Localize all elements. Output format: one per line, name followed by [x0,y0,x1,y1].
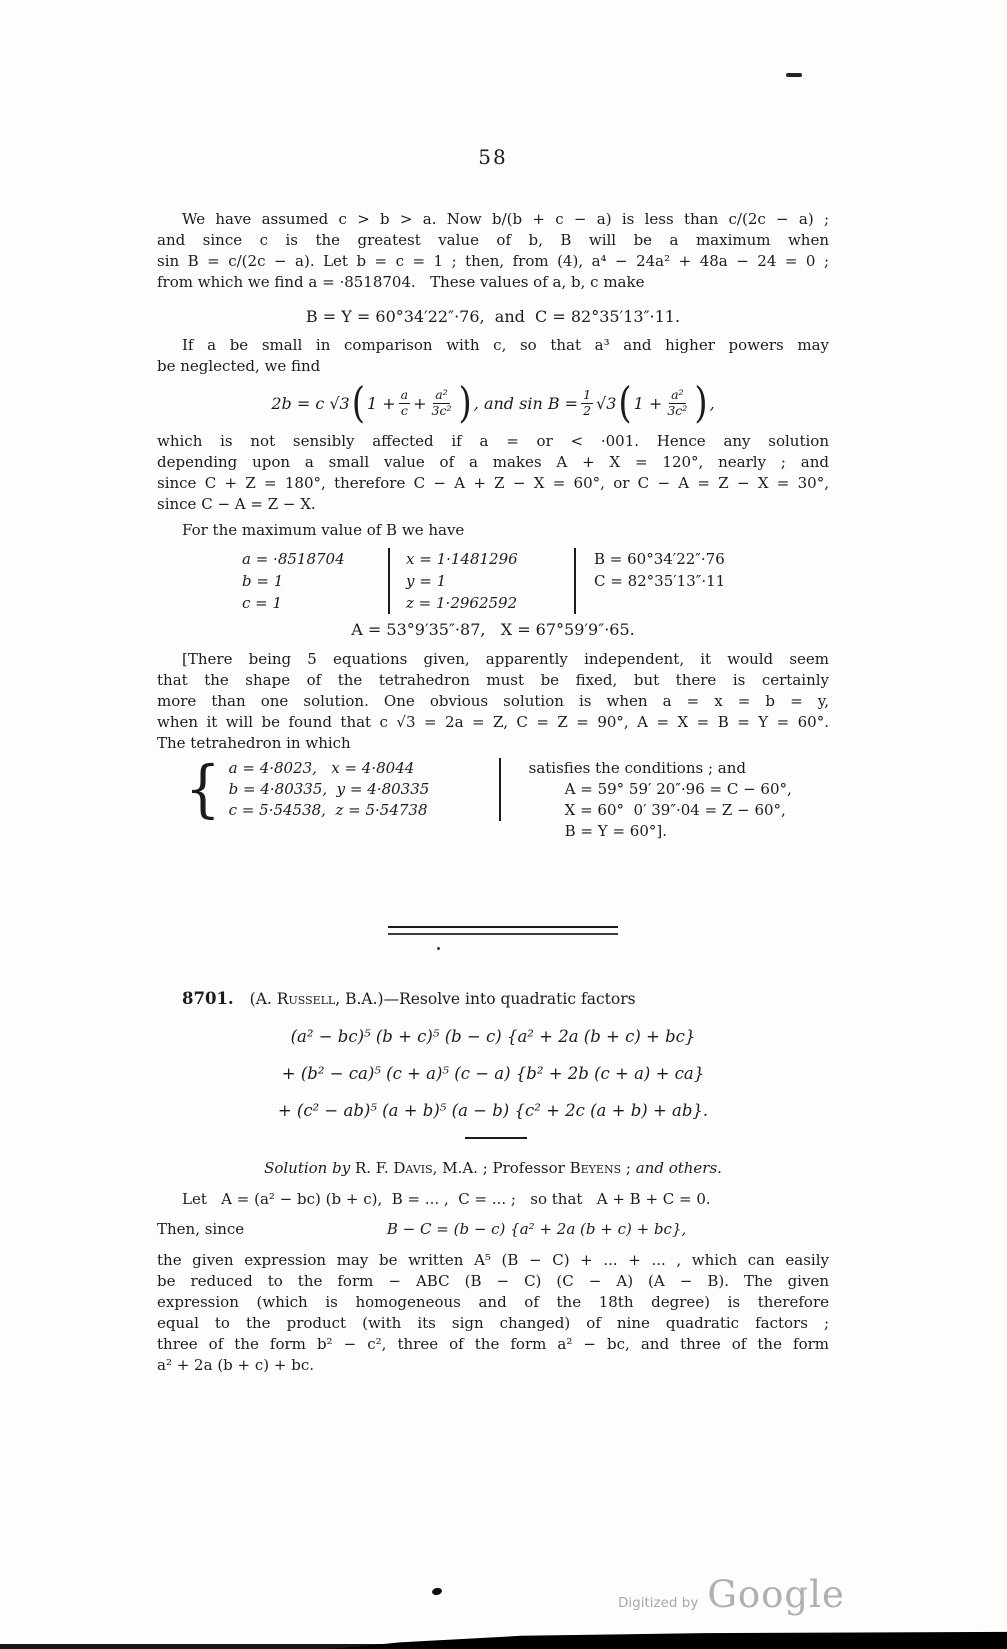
byline-text: , M.A. ; Professor [432,1159,570,1177]
denominator: 3c² [667,402,688,418]
text-line: If a be small in comparison with c, so that a³ and higher powers may [182,336,829,354]
text-line: from which we find a = ·8518704. These values of a, b, c make [157,273,645,291]
table-cell: b = 4·80335, y = 4·80335 [228,780,430,798]
formula-approximation [157,379,829,427]
text-line: We have assumed c > b > a. Now b/(b + c − a) is less than c/(2c − a) ; [182,210,829,228]
text-line: depending upon a small value of a makes A + X = 120°, nearly ; and [157,453,829,471]
google-logo: Google [707,1573,845,1616]
scan-ink-dot-artifact [431,1587,443,1597]
table-cell: satisfies the conditions ; and [528,759,746,777]
table-cell: B = Y = 60°]. [564,822,667,840]
table-col-abc [242,548,388,614]
text-line: when it will be found that c √3 = 2a = Z, C = Z = 90°, A = X = B = Y = 60°. [157,713,829,731]
numerator: 1 [583,387,592,403]
table-cell: a = 4·8023, x = 4·8044 [228,759,415,777]
table-cell: b = 1 [242,572,284,590]
tetra-edge-values [229,758,501,821]
line-then-since [157,1219,829,1240]
page-number: 58 [478,145,508,169]
text-line: sin B = c/(2c − a). Let b = c = 1 ; then, from (4), a⁴ − 24a² + 48a − 24 = 0 ; [157,252,829,270]
equation-line: + (c² − ab)⁵ (a + b)⁵ (a − b) {c² + 2c (a + b) + ab}. [277,1101,709,1120]
text-line: be neglected, we find [157,357,321,375]
eq-a-x-values: A = 53°9′35″·87, X = 67°59′9″·65. [351,620,635,639]
text-line: that the shape of the tetrahedron must be fixed, but there is certainly [157,671,829,689]
para-small-a [157,335,829,377]
text-line: be reduced to the form − ABC (B − C) (C − A) (A − B). The given [157,1272,829,1290]
heading-text: , B.A.)—Resolve into quadratic factors [335,990,636,1008]
scan-ink-dash-artifact [786,73,802,77]
denominator: 3c² [431,402,452,418]
byline-tail: and others. [635,1159,722,1177]
formula-part: √3 [596,393,617,413]
para-maximum-b: For the maximum value of B we have [182,521,465,539]
text-line: the given expression may be written A⁵ (B − C) + ... + ... , which can easily [157,1251,829,1269]
formula-part: 1 + [633,393,663,413]
fraction [581,388,593,418]
left-brace: { [185,753,221,826]
numerator: a² [671,387,684,403]
numerator: a [400,387,409,403]
table-cell: z = 1·2962592 [406,594,518,612]
text-line: more than one solution. One obvious solution is when a = x = b = y, [157,692,829,710]
then-formula: B − C = (b − c) {a² + 2a (b + c) + bc}, [386,1220,687,1238]
table-cell: A = 59° 59′ 20″·96 = C − 60°, [564,780,792,798]
table-cell: c = 1 [242,594,283,612]
table-col-angles [574,548,725,614]
digitized-by-label: Digitized by [618,1595,699,1611]
formula-part: 1 + [367,393,396,413]
para-bracket-note [157,649,829,754]
max-b-table [242,548,829,614]
eq-angle-values: B = Y = 60°34′22″·76, and C = 82°35′13″·11. [305,307,681,326]
para-assumed [157,209,829,293]
fraction [430,388,454,418]
text-line: since C + Z = 180°, therefore C − A + Z − X = 60°, or C − A = Z − X = 30°, [157,474,829,492]
table-cell: c = 5·54538, z = 5·54738 [228,801,428,819]
page-content [157,0,829,1376]
open-paren: ( [618,378,632,428]
table-cell: C = 82°35′13″·11 [594,572,726,590]
problem-equations [157,1018,829,1129]
formula-part: 2b = c √3 [271,393,350,413]
denominator: c [400,402,408,418]
solution-byline [157,1157,829,1179]
section-divider-double-rule [388,926,618,935]
table-cell: X = 60° 0′ 39″·04 = Z − 60°, [564,801,786,819]
solver-name: Beyens [569,1159,622,1177]
table-cell: y = 1 [406,572,447,590]
para-not-sensibly [157,431,829,515]
tetrahedron-values-table [185,753,829,842]
tetra-angle-results [529,758,792,842]
short-rule [465,1137,527,1139]
para-solution-body [157,1250,829,1376]
close-paren: ) [458,378,472,428]
formula-part: , and sin B = [473,393,579,413]
formula-part: , [709,393,715,413]
open-paren: ( [351,378,365,428]
numerator: a² [435,387,448,403]
byline-text: ; [621,1159,636,1177]
problem-number: 8701. [182,989,234,1008]
equation-line: (a² − bc)⁵ (b + c)⁵ (b − c) {a² + 2a (b + c) + bc} [290,1027,696,1046]
text-line: three of the form b² − c², three of the form a² − bc, and three of the form [157,1335,829,1353]
scan-dot-artifact [437,947,440,950]
problem-heading [157,988,829,1010]
byline-lead: Solution by [264,1159,355,1177]
solver-name: R. F. Davis [354,1159,433,1177]
denominator: 2 [583,402,592,418]
close-paren: ) [694,378,708,428]
proposer-name: Russell [276,990,336,1008]
formula-part: + [413,393,427,413]
table-cell: B = 60°34′22″·76 [594,550,725,568]
fraction [399,388,410,418]
equation-line: + (b² − ca)⁵ (c + a)⁵ (c − a) {b² + 2b (c + a) + ca} [281,1064,705,1083]
text-line: equal to the product (with its sign changed) of nine quadratic factors ; [157,1314,829,1332]
text-line: which is not sensibly affected if a = or < ·001. Hence any solution [157,432,829,450]
heading-text: (A. [249,990,277,1008]
text-line: The tetrahedron in which [157,734,351,752]
text-line: a² + 2a (b + c) + bc. [157,1356,315,1374]
then-label: Then, since [157,1220,245,1238]
table-cell: x = 1·1481296 [406,550,518,568]
text-line: [There being 5 equations given, apparently independent, it would seem [182,650,829,668]
scan-edge-artifact-right [332,1627,1007,1649]
table-col-xyz [388,548,574,614]
text-line: expression (which is homogeneous and of the 18th degree) is therefore [157,1293,829,1311]
text-line: and since c is the greatest value of b, B will be a maximum when [157,231,829,249]
text-line: since C − A = Z − X. [157,495,316,513]
fraction [665,388,689,418]
google-watermark [618,1573,845,1616]
line-let-definitions: Let A = (a² − bc) (b + c), B = ... , C = ... ; so that A + B + C = 0. [182,1190,711,1208]
table-cell: a = ·8518704 [242,550,345,568]
